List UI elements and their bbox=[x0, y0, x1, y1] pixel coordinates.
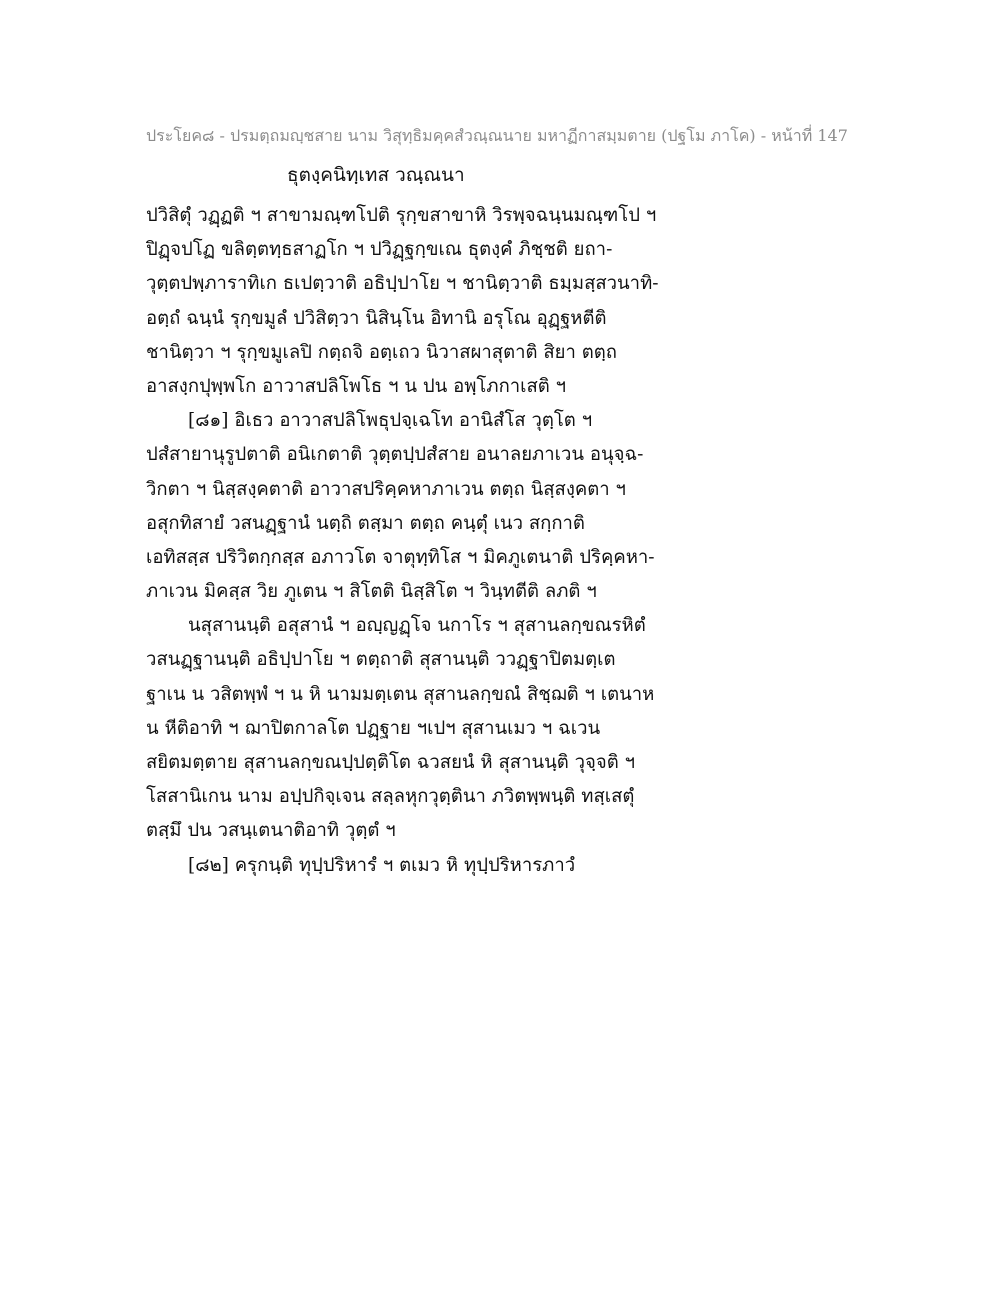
text-line: อตฺถํ ฉนฺนํ รุกฺขมูลํ ปวิสิตฺวา นิสินฺโน อิทานิ อรุโณ อุฏฺฐหตีติ bbox=[146, 307, 607, 329]
paragraph-start-line: นสุสานนฺติ อสุสานํ ฯ อญฺญฏฺโจ นกาโร ฯ สุสานลกฺขณรหิตํ bbox=[188, 615, 646, 637]
text-line: วุตฺตปพฺภาราทิเก ธเปตฺวาติ อธิปฺปาโย ฯ ชานิตฺวาติ ธมฺมสฺสวนาทิ- bbox=[146, 273, 659, 295]
text-line: น หีติอาทิ ฯ ฌาปิตกาลโต ปฏฺฐาย ฯเปฯ สุสานเมว ฯ ฉเวน bbox=[146, 717, 601, 739]
text-line: ปวิสิตุํ วฏฺฏติ ฯ สาขามณฺฑโปติ รุกฺขสาขาหิ วิรพฺจฉนฺนมณฺฑโป ฯ bbox=[146, 205, 657, 226]
text-line: ฐาเน น วสิตพฺพํ ฯ น หิ นามมตฺเตน สุสานลกฺขณํ สิชฺฌติ ฯ เตนาห bbox=[146, 683, 655, 705]
text-line: โสสานิเกน นาม อปฺปกิจฺเจน สลฺลหุกวุตฺตินา ภวิตพฺพนฺติ ทสฺเสตุํ bbox=[146, 786, 635, 808]
paragraph-start-line: [๘๒] ครุกนฺติ ทุปฺปริหารํ ฯ ตเมว หิ ทุปฺปริหารภาวํ bbox=[188, 854, 576, 876]
text-line: ปสํสายานุรูปตาติ อนิเกตาติ วุตฺตปฺปสํสาย อนาลยภาเวน อนุจฺฉ- bbox=[146, 444, 644, 466]
running-header: ประโยค๘ - ปรมตฺถมญฺชสาย นาม วิสุทฺธิมคฺคสํวณฺณนาย มหาฏีกาสมฺมตาย (ปฐโม ภาโค) - หน้าที่ 147 bbox=[146, 126, 848, 145]
text-line: วิกตา ฯ นิสฺสงฺคตาติ อาวาสปริคฺคหาภาเวน ตตฺถ นิสฺสงฺคตา ฯ bbox=[146, 478, 626, 500]
text-line: เอทิสสฺส ปริวิตกฺกสฺส อภาวโต จาตุทฺทิโส ฯ มิคภูเตนาติ ปริคฺคหา- bbox=[146, 546, 655, 568]
text-line: ตสฺมึ ปน วสนฺเตนาติอาทิ วุตฺตํ ฯ bbox=[146, 820, 396, 842]
text-line: ปิฏฺจปโฏ ขลิตฺตทฺธสาฏโก ฯ ปวิฏฺฐกฺขเณ ธุตงฺคํ ภิชฺชติ ยถา- bbox=[146, 239, 613, 261]
paragraph-start-line: [๘๑] อิเธว อาวาสปลิโพธุปจฺเฉโท อานิสํโส วุตฺโต ฯ bbox=[188, 410, 593, 432]
text-line: อาสงฺกปุพฺพโก อาวาสปลิโพโธ ฯ น ปน อพฺโภกาเสติ ฯ bbox=[146, 375, 567, 397]
text-line: วสนฏฺฐานนฺติ อธิปฺปาโย ฯ ตตฺถาติ สุสานนฺติ ววฏฺฐาปิตมตฺเต bbox=[146, 649, 616, 671]
text-line: สยิตมตฺตาย สุสานลกฺขณปฺปตฺติโต ฉวสยนํ หิ สุสานนฺติ วุจฺจติ ฯ bbox=[146, 752, 636, 773]
text-line: ชานิตฺวา ฯ รุกฺขมูเลปิ กตฺถจิ อตฺเถว นิวาสผาสุตาติ สิยา ตตฺถ bbox=[146, 341, 618, 363]
section-title: ธุตงฺคนิทฺเทส วณฺณนา bbox=[287, 164, 465, 186]
text-line: อสุกทิสายํ วสนฏฺฐานํ นตฺถิ ตสฺมา ตตฺถ คนฺตุํ เนว สกฺกาติ bbox=[146, 512, 585, 534]
text-line: ภาเวน มิคสฺส วิย ภูเตน ฯ สิโตติ นิสฺสิโต ฯ วินฺทตีติ ลภติ ฯ bbox=[146, 581, 597, 603]
body-text bbox=[146, 199, 866, 883]
